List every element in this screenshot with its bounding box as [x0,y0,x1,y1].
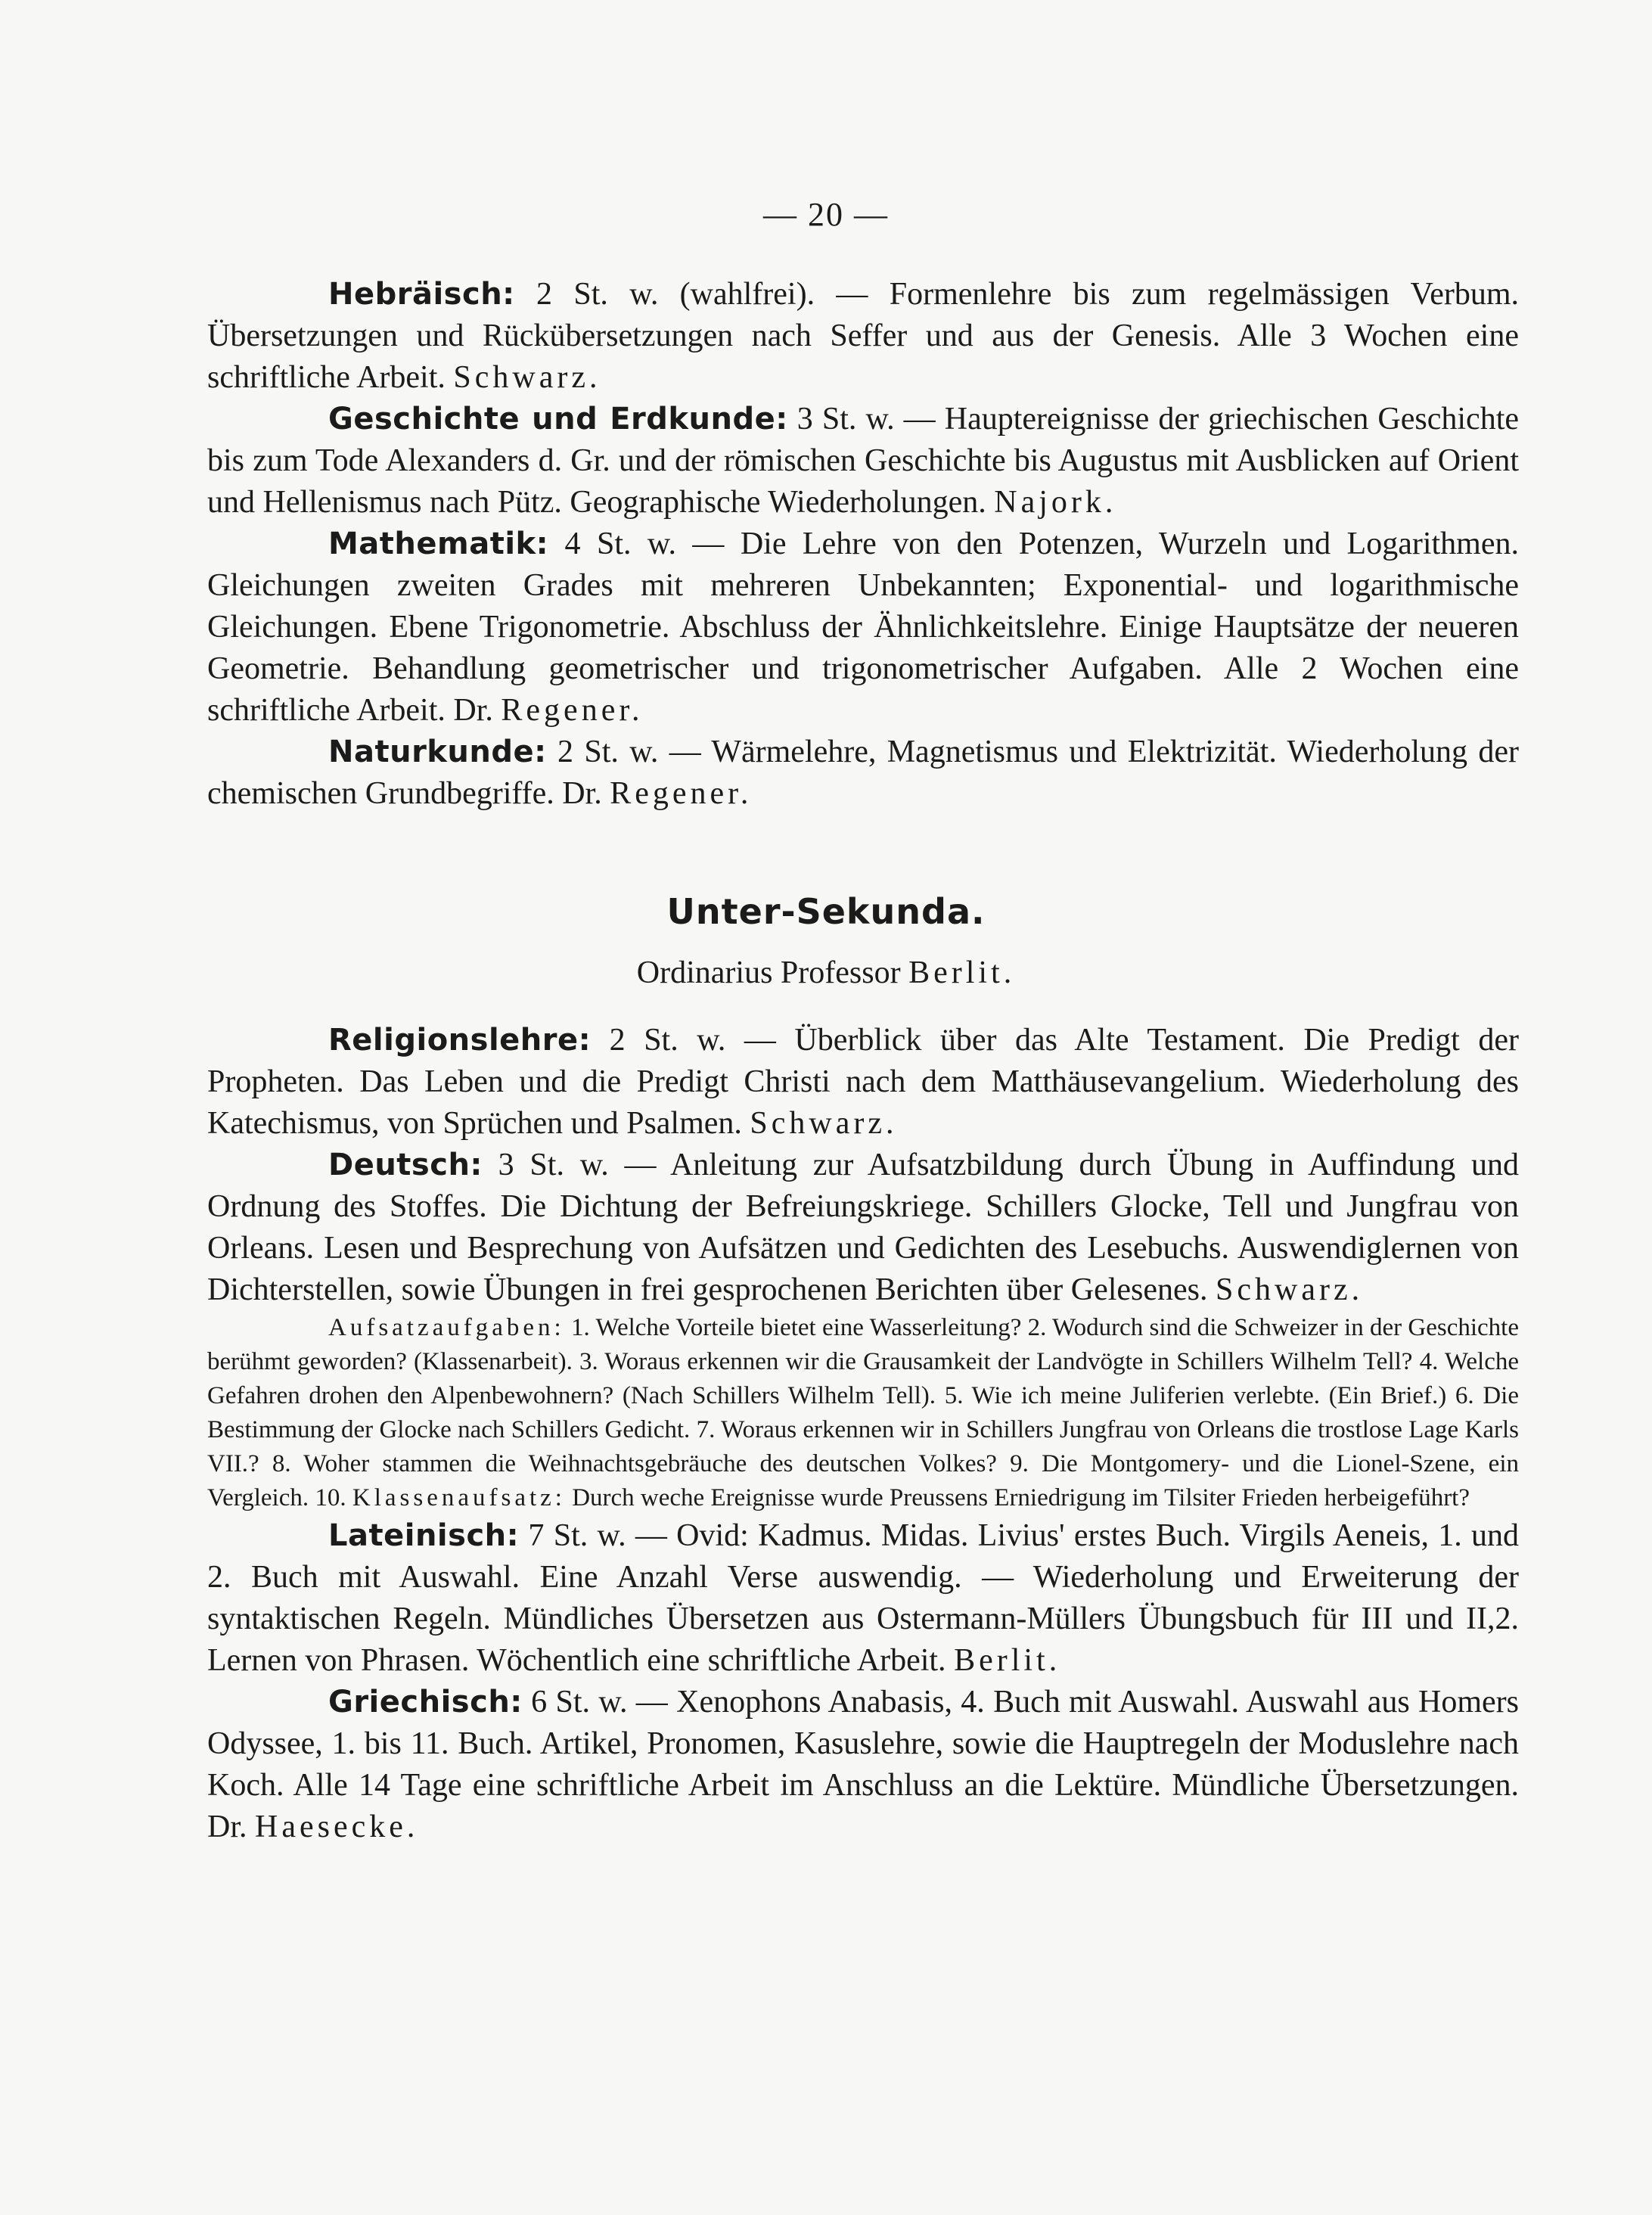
teacher-name: Berlit. [954,1643,1061,1678]
subject-heading: Lateinisch: [328,1518,520,1553]
subject-heading: Hebräisch: [328,277,515,312]
subject-heading: Geschichte und Erdkunde: [328,402,788,436]
ordinarius-line [0,955,1652,991]
aufsatz-text: 1. Welche Vorteile bietet eine Wasserleitung? 2. Wodurch sind die Schweizer in der Geschichte berühmt geworden? (Klassenarbeit). 3. Woraus erkennen wir die Grausamkeit der Landvögte in Schillers Wilhelm Tell? 4. Welche Gefahren drohen den Alpenbewohnern? (Nach Schillers Wilhelm Tell). 5. Wie ich meine Juliferien verlebte. (Ein Brief.) 6. Die Bestimmung der Glocke nach Schillers Gedicht. 7. Woraus erkennen wir in Schillers Jungfrau von Orleans die trostlose Lage Karls VII.? 8. Woher stammen die Weihnachtsgebräuche des deutschen Volkes? 9. Die Montgomery- und die Lionel-Szene, ein Vergleich. 10. [207,1314,1519,1511]
teacher-name: Haesecke. [255,1810,419,1844]
section-untersekunda [207,1020,1519,1848]
paragraph-geschichte [207,399,1519,523]
subject-heading: Naturkunde: [328,735,547,769]
paragraph-naturkunde [207,732,1519,815]
klassenaufsatz-label: Klassenaufsatz: [352,1484,566,1511]
paragraph-hebraeisch [207,274,1519,399]
paragraph-text: 4 St. w. — Die Lehre von den Potenzen, Wurzeln und Logarithmen. Gleichungen zweiten Grades mit mehreren Unbekannten; Exponential- und logarithmische Gleichungen. Ebene Trigonometrie. Abschluss der Ähnlichkeitslehre. Einige Hauptsätze der neueren Geometrie. Behandlung geometrischer und trigonometrischer Aufgaben. Alle 2 Wochen eine schriftliche Arbeit. Dr. [207,527,1519,728]
ordinarius-prefix: Ordinarius Professor [636,955,901,990]
subject-heading: Religionslehre: [328,1023,592,1058]
teacher-name: Schwarz. [1216,1272,1364,1307]
paragraph-deutsch [207,1145,1519,1311]
teacher-name: Najork. [994,485,1117,520]
paragraph-aufsatzaufgaben [207,1311,1519,1515]
aufsatz-label: Aufsatzaufgaben: [328,1314,565,1341]
page-number: — 20 — [763,196,889,233]
subject-heading: Mathematik: [328,527,549,561]
paragraph-text: 2 St. w. — Wärmelehre, Magnetismus und Elektrizität. Wiederholung der chemischen Grundbegriffe. Dr. [207,735,1520,811]
paragraph-text: 3 St. w. — Anleitung zur Aufsatzbildung durch Übung in Auffindung und Ordnung des Stoffes. Die Dichtung der Befreiungskriege. Schillers Glocke, Tell und Jungfrau von Orleans. Lesen und Besprechung von Aufsätzen und Gedichten des Lesebuchs. Auswendiglernen von Dichterstellen, sowie Übungen in frei gesprochenen Berichten über Gelesenes. [207,1148,1519,1307]
paragraph-text: 2 St. w. (wahlfrei). — Formenlehre bis zum regelmässigen Verbum. Übersetzungen und Rückübersetzungen nach Seffer und aus der Genesis. Alle 3 Wochen eine schriftliche Arbeit. [207,277,1519,395]
section-obersekunda-continued [207,274,1519,815]
ordinarius-name: Berlit. [908,955,1016,990]
teacher-name: Regener. [610,776,753,811]
paragraph-griechisch [207,1682,1519,1848]
subject-heading: Griechisch: [328,1685,523,1719]
paragraph-mathematik [207,523,1519,732]
section-title: Unter-Sekunda. [666,891,986,932]
paragraph-text: 7 St. w. — Ovid: Kadmus. Midas. Livius' erstes Buch. Virgils Aeneis, 1. und 2. Buch mit Auswahl. Eine Anzahl Verse auswendig. — Wiederholung und Erweiterung der syntaktischen Regeln. Mündliches Übersetzen aus Ostermann-Müllers Übungsbuch für III und II,2. Lernen von Phrasen. Wöchentlich eine schriftliche Arbeit. [207,1518,1520,1678]
paragraph-text: 6 St. w. — Xenophons Anabasis, 4. Buch mit Auswahl. Auswahl aus Homers Odyssee, 1. bis 11. Buch. Artikel, Pronomen, Kasuslehre, sowie die Hauptregeln der Moduslehre nach Koch. Alle 14 Tage eine schriftliche Arbeit im Anschluss an die Lektüre. Mündliche Übersetzungen. Dr. [207,1685,1519,1844]
paragraph-lateinisch [207,1515,1519,1682]
teacher-name: Schwarz. [453,360,601,395]
paragraph-text: 3 St. w. — Hauptereignisse der griechischen Geschichte bis zum Tode Alexanders d. Gr. und der römischen Geschichte bis Augustus mit Ausblicken auf Orient und Hellenismus nach Pütz. Geographische Wiederholungen. [207,402,1520,520]
subject-heading: Deutsch: [328,1148,483,1182]
teacher-name: Regener. [501,693,644,728]
paragraph-religionslehre [207,1020,1519,1145]
klassenaufsatz-text: Durch weche Ereignisse wurde Preussens Erniedrigung im Tilsiter Frieden herbeigeführt? [572,1484,1470,1511]
teacher-name: Schwarz. [750,1106,898,1141]
paragraph-text: 2 St. w. — Überblick über das Alte Testament. Die Predigt der Propheten. Das Leben und die Predigt Christi nach dem Matthäusevangelium. Wiederholung des Katechismus, von Sprüchen und Psalmen. [207,1023,1519,1141]
